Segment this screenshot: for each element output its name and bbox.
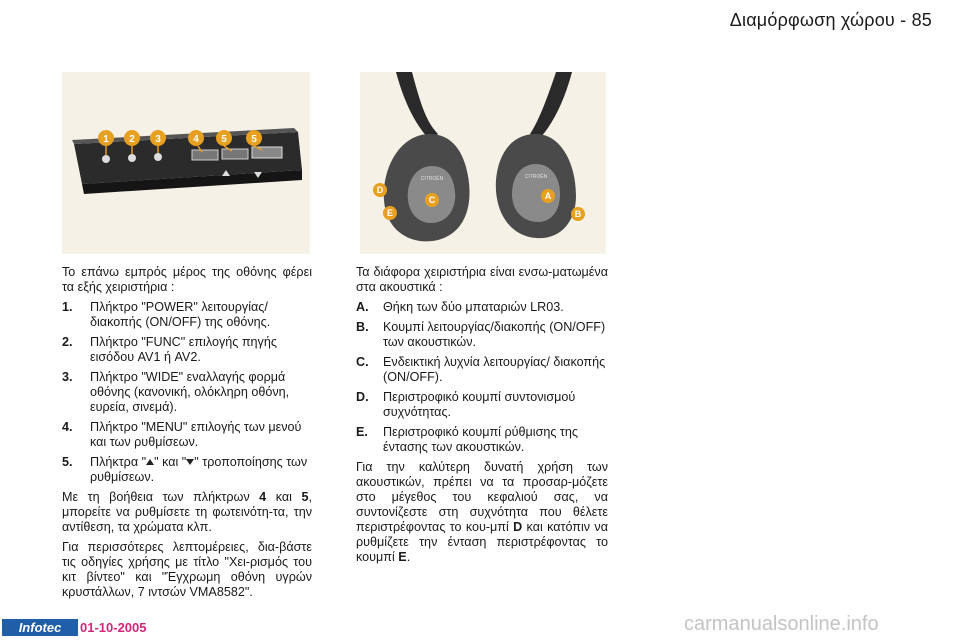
left-paragraph-1: [62, 490, 312, 535]
list-item: [356, 390, 608, 420]
text-part: , μπορείτε να ρυθμίσετε τη φωτεινότη-τα, την αντίθεση, τα χρώματα κλπ.: [62, 490, 312, 534]
item-letter: C.: [356, 355, 369, 369]
text-bold: E: [398, 550, 407, 564]
text-part: Για την καλύτερη δυνατή χρήση των ακουστικών, πρέπει να τα προσαρ-μόζετε στο μέγεθος του κεφαλιού σας, να συντονίζεστε στη συχνότητα που θέλετε περιστρέφοντας το κου-μπί: [356, 460, 608, 534]
item-text: Ενδεικτική λυχνία λειτουργίας/ διακοπής (ON/OFF).: [383, 355, 606, 384]
screen-controls-figure: [62, 72, 310, 254]
watermark: carmanualsonline.info: [684, 613, 879, 635]
item-number: 1.: [62, 300, 73, 314]
list-item: [356, 300, 608, 315]
item-text: Πλήκτρο "FUNC" επιλογής πηγής εισόδου AV1 ή AV2.: [90, 335, 277, 364]
item-text: [90, 455, 312, 485]
callout-label: 1: [103, 134, 109, 145]
callout-label: 4: [193, 134, 199, 145]
callout-label: E: [386, 208, 394, 218]
left-column: [62, 265, 312, 605]
callout-label: D: [376, 185, 384, 195]
brand-label: CITROËN: [524, 174, 548, 180]
text-bold: 4: [259, 490, 267, 504]
infotec-logo: Infotec: [2, 619, 78, 636]
item-number: 3.: [62, 370, 73, 384]
text-bold: 5: [301, 490, 309, 504]
list-item: [62, 370, 312, 415]
item-text: Κουμπί λειτουργίας/διακοπής (ON/OFF) των ακουστικών.: [383, 320, 606, 349]
item-letter: A.: [356, 300, 369, 314]
item-text: Περιστροφικό κουμπί ρύθμισης της έντασης των ακουστικών.: [383, 425, 578, 454]
right-intro: Τα διάφορα χειριστήρια είναι ενσω-ματωμένα στα ακουστικά :: [356, 265, 608, 294]
list-item: [62, 455, 312, 485]
left-intro: Το επάνω εμπρός μέρος της οθόνης φέρει τα εξής χειριστήρια :: [62, 265, 312, 294]
callout-label: 2: [129, 134, 135, 145]
item-number: 5.: [62, 455, 73, 469]
list-item: [356, 320, 608, 350]
callout-label: B: [574, 209, 582, 219]
left-paragraph-2: Για περισσότερες λεπτομέρειες, δια-βάστε τις οδηγίες χρήσης με τίτλο "Χει-ρισμός του κιτ βίντεο" και "Έγχρωμη οθόνη υγρών κρυστάλλων, 7 ιντσών VMA8582".: [62, 540, 312, 599]
item-text: Πλήκτρο "MENU" επιλογής των μενού και των ρυθμίσεων.: [90, 420, 302, 449]
callout-label: 5: [221, 134, 227, 145]
screen-controls-illustration: [62, 72, 310, 254]
callout-label: C: [428, 195, 436, 205]
callout-label: 5: [251, 134, 257, 145]
item-text: Πλήκτρο "POWER" λειτουργίας/ διακοπής (ON/OFF) της οθόνης.: [90, 300, 271, 329]
item-letter: D.: [356, 390, 369, 404]
item-letter: E.: [356, 425, 368, 439]
right-column: [356, 265, 608, 570]
list-item: [356, 425, 608, 455]
text-part: Με τη βοήθεια των πλήκτρων: [62, 490, 260, 504]
list-item: [62, 300, 312, 330]
list-item: [62, 335, 312, 365]
headphones-figure: [360, 72, 606, 254]
brand-label: CITROËN: [420, 176, 444, 182]
page-title: Διαμόρφωση χώρου - 85: [729, 10, 932, 30]
headphones-illustration: [360, 72, 606, 254]
right-paragraph-1: [356, 460, 608, 565]
callout-label: 3: [155, 134, 161, 145]
item-number: 4.: [62, 420, 73, 434]
item-text-part: Πλήκτρα ": [90, 455, 147, 469]
text-part: και: [266, 490, 302, 504]
arrow-up-icon: [146, 459, 154, 465]
item-letter: B.: [356, 320, 369, 334]
list-item: [62, 420, 312, 450]
item-text: Θήκη των δύο μπαταριών LR03.: [383, 300, 564, 314]
item-text-part: " και ": [154, 455, 187, 469]
text-part: και κατόπιν να ρυθμίζετε την ένταση περιστρέφοντας το κουμπί: [356, 520, 608, 564]
footer-date: 01-10-2005: [80, 620, 147, 635]
item-text-part: " τροποποίησης των ρυθμίσεων.: [90, 455, 308, 484]
callout-label: A: [544, 191, 552, 201]
item-number: 2.: [62, 335, 73, 349]
text-bold: D: [513, 520, 523, 534]
text-part: .: [406, 550, 411, 564]
item-text: Περιστροφικό κουμπί συντονισμού συχνότητας.: [383, 390, 576, 419]
list-item: [356, 355, 608, 385]
item-text: Πλήκτρο "WIDE" εναλλαγής φορμά οθόνης (κανονική, ολόκληρη οθόνη, ευρεία, σινεμά).: [90, 370, 290, 414]
